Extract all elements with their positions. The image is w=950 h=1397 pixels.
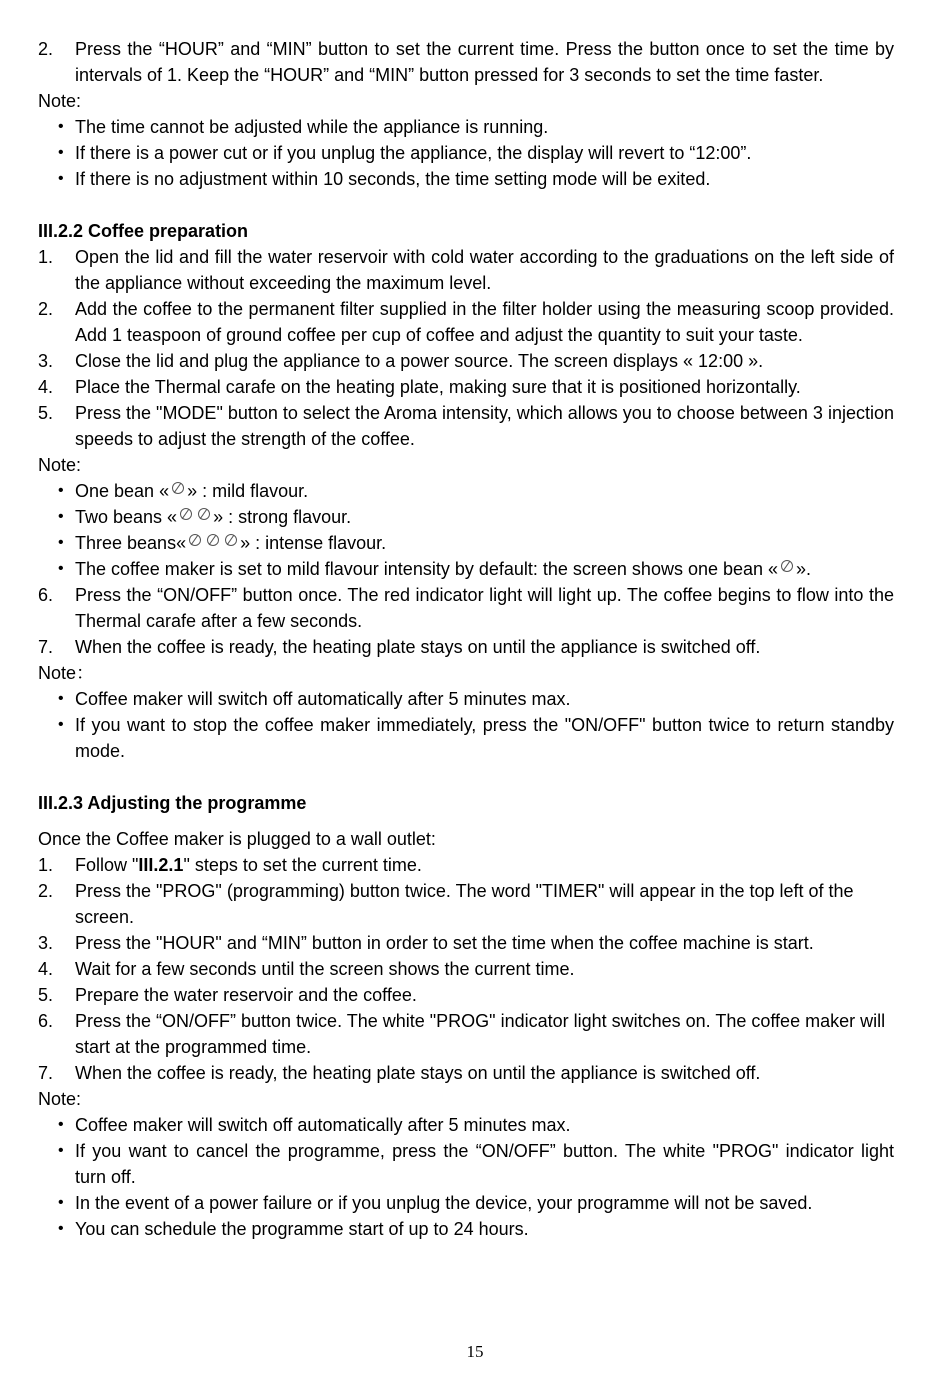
note-bullet: • Coffee maker will switch off automatically after 5 minutes max.: [75, 1112, 894, 1138]
list-item: [38, 36, 894, 88]
bullet-icon: •: [58, 508, 64, 525]
bullet-icon: •: [58, 144, 64, 161]
bullet-icon: •: [58, 170, 64, 187]
list-item: 7. When the coffee is ready, the heating plate stays on until the appliance is switched off.: [38, 637, 761, 657]
page-number: 15: [466, 1342, 484, 1361]
note-bullet: • The time cannot be adjusted while the appliance is running.: [75, 114, 894, 140]
bullet-icon: •: [58, 534, 64, 551]
note-bullet: • The coffee maker is set to mild flavour intensity by default: the screen shows one bean « ».: [75, 556, 894, 582]
section-reference: III.2.1: [138, 855, 184, 875]
bullet-icon: •: [58, 482, 64, 499]
list-item: 3. Press the "HOUR" and “MIN” button in order to set the time when the coffee machine is start.: [38, 933, 814, 953]
note-bullet: • In the event of a power failure or if you unplug the device, your programme will not be saved.: [75, 1190, 894, 1216]
bullet-icon: •: [58, 690, 64, 707]
list-item: 5. Prepare the water reservoir and the coffee.: [38, 985, 417, 1005]
note-bullet: • If you want to stop the coffee maker immediately, press the "ON/OFF" button twice to return standby mode.: [75, 712, 894, 764]
note-bullet: • If you want to cancel the programme, press the “ON/OFF” button. The white "PROG" indicator light turn off.: [75, 1138, 894, 1190]
coffee-bean-icon: [198, 508, 210, 520]
note-bullet: • Three beans« » : intense flavour.: [75, 530, 894, 556]
note-bullet: • If there is a power cut or if you unplug the appliance, the display will revert to “12:00”.: [75, 140, 894, 166]
manual-page: [38, 36, 894, 1242]
coffee-bean-icon: [781, 560, 793, 572]
bullet-icon: •: [58, 716, 64, 733]
note-label: Note：: [38, 663, 95, 683]
coffee-bean-icon: [172, 482, 184, 494]
bullet-icon: •: [58, 560, 64, 577]
coffee-bean-icon: [180, 508, 192, 520]
bullet-icon: •: [58, 1142, 64, 1159]
list-item: 2. Add the coffee to the permanent filter supplied in the filter holder using the measuring scoop provided. Add 1 teaspoon of ground coffee per cup of coffee and adjust the quantity to suit your taste.: [38, 299, 894, 345]
note-bullet: • You can schedule the programme start of up to 24 hours.: [75, 1216, 894, 1242]
list-item: 1. Follow "III.2.1" steps to set the current time.: [38, 855, 422, 875]
section-heading: III.2.3 Adjusting the programme: [38, 793, 307, 813]
note-label: Note:: [38, 455, 82, 475]
list-item: 6. Press the “ON/OFF” button once. The red indicator light will light up. The coffee begins to flow into the Thermal carafe after a few seconds.: [38, 585, 894, 631]
list-item: 5. Press the "MODE" button to select the Aroma intensity, which allows you to choose between 3 injection speeds to adjust the strength of the coffee.: [38, 403, 894, 449]
list-item: 7. When the coffee is ready, the heating plate stays on until the appliance is switched off.: [38, 1063, 761, 1083]
list-item: 4. Wait for a few seconds until the screen shows the current time.: [38, 959, 575, 979]
item-text: Press the “HOUR” and “MIN” button to set the current time. Press the button once to set the time by intervals of 1. Keep the “HOUR” and “MIN” button pressed for 3 seconds to set the time faster.: [75, 39, 894, 85]
bullet-icon: •: [58, 118, 64, 135]
note-bullet: • One bean « » : mild flavour.: [75, 478, 894, 504]
bullet-icon: •: [58, 1220, 64, 1237]
list-item: 3. Close the lid and plug the appliance to a power source. The screen displays « 12:00 ».: [38, 351, 764, 371]
note-label: Note:: [38, 1089, 82, 1109]
item-number: 2.: [38, 39, 54, 59]
note-label: Note:: [38, 91, 82, 111]
intro-text: Once the Coffee maker is plugged to a wall outlet:: [38, 829, 436, 849]
coffee-bean-icon: [189, 534, 201, 546]
coffee-bean-icon: [207, 534, 219, 546]
coffee-bean-icon: [225, 534, 237, 546]
bullet-icon: •: [58, 1194, 64, 1211]
note-bullet: • Two beans « » : strong flavour.: [75, 504, 894, 530]
list-item: 1. Open the lid and fill the water reservoir with cold water according to the graduations on the left side of the appliance without exceeding the maximum level.: [38, 247, 894, 293]
list-item: 2. Press the "PROG" (programming) button twice. The word "TIMER" will appear in the top left of the screen.: [38, 881, 854, 927]
note-bullet: • If there is no adjustment within 10 seconds, the time setting mode will be exited.: [75, 166, 894, 192]
bullet-icon: •: [58, 1116, 64, 1133]
list-item: 4. Place the Thermal carafe on the heating plate, making sure that it is positioned horizontally.: [38, 377, 801, 397]
section-heading: III.2.2 Coffee preparation: [38, 221, 249, 241]
note-bullet: • Coffee maker will switch off automatically after 5 minutes max.: [75, 686, 894, 712]
list-item: 6. Press the “ON/OFF” button twice. The white "PROG" indicator light switches on. The coffee maker will start at the programmed time.: [38, 1011, 886, 1057]
